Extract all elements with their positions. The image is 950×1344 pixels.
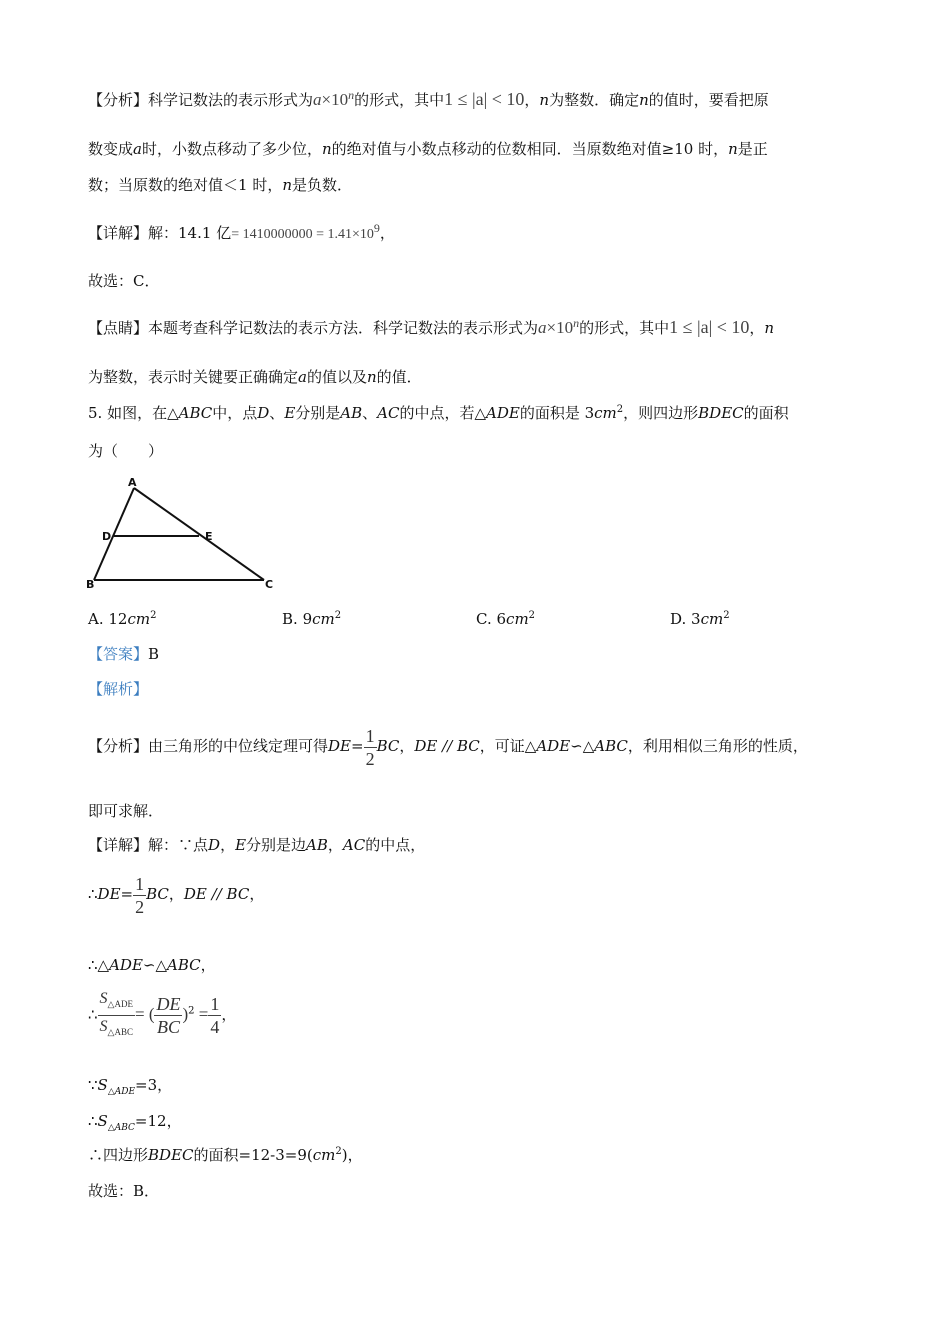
- exponent: 2: [528, 610, 536, 621]
- detail-2-step-6: [88, 1144, 890, 1166]
- side-ab: [94, 488, 134, 580]
- text: = (: [134, 1004, 155, 1024]
- text: 的值时，要看把原: [648, 91, 769, 109]
- detail-tag: 【详解】: [88, 836, 149, 854]
- formula-range: 1 ≤ |a| < 10: [669, 317, 750, 337]
- exponent: 2: [723, 610, 730, 621]
- label-d: D: [102, 530, 112, 543]
- formula-exponent: n: [573, 316, 580, 330]
- analysis-1-line-1: [88, 88, 890, 111]
- var: E: [235, 836, 247, 854]
- comment-line-2: [88, 366, 890, 388]
- text: ，可证△: [479, 737, 537, 755]
- formula-exponent: n: [348, 88, 355, 102]
- text: 解：∵点: [148, 836, 209, 854]
- text: 是正: [737, 140, 768, 158]
- var: BDEC: [148, 1146, 194, 1164]
- text: ∵: [88, 1076, 98, 1094]
- exponent: 2: [334, 610, 342, 621]
- analysis-2-line-1: [88, 722, 890, 770]
- text: ，: [221, 1005, 237, 1024]
- formula-times-ten: ×10: [321, 90, 349, 109]
- side-ac: [134, 488, 264, 580]
- var: ADE: [486, 404, 520, 422]
- var: E: [284, 404, 296, 422]
- text: 的中点，: [365, 836, 426, 854]
- unit: cm: [312, 610, 335, 628]
- option-letter: B.: [282, 610, 298, 628]
- question-5-line-1: [88, 402, 890, 424]
- option-letter: D.: [670, 610, 687, 628]
- area-s: S: [97, 1112, 108, 1130]
- text: ，: [249, 885, 265, 903]
- detail-2-step-2: [88, 954, 890, 976]
- formula: = 1410000000 = 1.41×10: [231, 227, 374, 242]
- text: 的面积是 3: [519, 404, 595, 422]
- text: ∽△: [570, 737, 595, 755]
- text: ，利用相似三角形的性质，: [627, 737, 808, 755]
- text: ，: [327, 836, 343, 854]
- var-n: n: [764, 319, 775, 337]
- label-e: E: [205, 530, 213, 543]
- text: 时，小数点移动了多少位，: [141, 140, 322, 158]
- detail-2-step-3: [88, 988, 890, 1040]
- choose-1: 故选：C．: [88, 272, 160, 290]
- detail-2-step-1: [88, 870, 890, 918]
- text: 的值．: [376, 368, 422, 386]
- question-5-line-2: 为（ ）: [88, 442, 164, 460]
- exponent: 2: [150, 610, 157, 621]
- denominator: 4: [210, 1017, 220, 1038]
- text: 数；当原数的绝对值＜1 时，: [88, 176, 283, 194]
- answer-tag: 【答案】: [88, 645, 149, 663]
- subscript: △ABC: [107, 1123, 135, 1133]
- text: 分别是: [295, 404, 341, 422]
- text: 为整数，表示时关键要正确确定: [88, 368, 299, 386]
- exponent: 2: [335, 1146, 342, 1157]
- detail-2-step-4: [88, 1074, 890, 1103]
- label-c: C: [265, 578, 274, 591]
- var: ABC: [594, 737, 628, 755]
- numerator: 1: [210, 994, 220, 1015]
- var: AB: [306, 836, 328, 854]
- option-d[interactable]: [670, 608, 730, 630]
- option-value: 6: [496, 610, 507, 628]
- var-n: n: [282, 176, 292, 194]
- detail-1: [88, 222, 890, 246]
- option-value: 3: [691, 610, 701, 628]
- text: ，: [220, 836, 236, 854]
- var-a: a: [298, 368, 307, 386]
- analysis-tag: 【分析】: [88, 737, 149, 755]
- text: ，: [524, 91, 540, 109]
- var: AC: [342, 836, 366, 854]
- var-n: n: [321, 140, 332, 158]
- text: ): [182, 1004, 189, 1024]
- var: BC: [146, 885, 169, 903]
- text: 中，点: [212, 404, 258, 422]
- text: ∴四边形: [88, 1146, 149, 1164]
- formula-a: a: [538, 318, 547, 337]
- analysis-1-line-3: [88, 174, 890, 196]
- unit: cm: [312, 1146, 336, 1164]
- var: ADE: [109, 956, 143, 974]
- text: 5. 如图，在△: [88, 404, 179, 422]
- text: 解：14.1 亿: [148, 224, 232, 242]
- option-letter: C.: [476, 610, 492, 628]
- var: DE // BC: [414, 737, 480, 755]
- text: =3，: [135, 1076, 173, 1094]
- unit: cm: [506, 610, 529, 628]
- triangle-figure: [84, 476, 284, 596]
- text: 的面积: [743, 404, 789, 422]
- analysis-1-line-2: [88, 138, 890, 160]
- denominator: 2: [365, 748, 375, 769]
- var: D: [257, 404, 270, 422]
- var-n: n: [366, 368, 377, 386]
- var: BDEC: [698, 404, 744, 422]
- text: 是负数．: [292, 176, 353, 194]
- formula-exponent: 9: [373, 221, 380, 235]
- fraction-half: [133, 873, 146, 918]
- text: =: [198, 1004, 209, 1024]
- text: 的面积=12-3=9(: [193, 1146, 313, 1164]
- unit: cm: [594, 404, 617, 422]
- unit: cm: [700, 610, 724, 628]
- var: AB: [340, 404, 363, 422]
- subscript: △ADE: [107, 1087, 136, 1097]
- numerator: 1: [135, 873, 145, 894]
- label-b: B: [86, 578, 95, 591]
- var: ADE: [536, 737, 571, 755]
- label-a: A: [128, 476, 137, 489]
- var: DE: [97, 885, 121, 903]
- text: ，: [399, 737, 415, 755]
- answer: [88, 643, 890, 665]
- exponent: 2: [188, 1005, 195, 1017]
- text: 的形式，其中: [579, 319, 670, 337]
- text: 科学记数法的表示形式为: [148, 91, 314, 109]
- option-b[interactable]: [282, 608, 341, 630]
- text: ∴△: [88, 956, 110, 974]
- option-c[interactable]: [476, 608, 535, 630]
- var: DE // BC: [183, 885, 250, 903]
- ratio-fraction: [154, 993, 182, 1038]
- area-s: S: [99, 990, 108, 1007]
- var-n: n: [539, 91, 550, 109]
- numerator: DE: [156, 994, 181, 1015]
- var: BC: [376, 737, 400, 755]
- var-n: n: [639, 91, 649, 109]
- detail-tag: 【详解】: [88, 224, 149, 242]
- unit: cm: [127, 610, 151, 628]
- text: 本题考查科学记数法的表示方法．科学记数法的表示形式为: [148, 319, 539, 337]
- option-value: 9: [302, 610, 313, 628]
- comment-tag: 【点睛】: [88, 319, 149, 337]
- text: =: [120, 885, 134, 903]
- text: 为整数．确定: [549, 91, 640, 109]
- fraction-half: [364, 725, 377, 770]
- option-letter: A.: [88, 610, 104, 628]
- formula-range: 1 ≤ |a| < 10: [444, 89, 525, 109]
- area-s: S: [97, 1076, 108, 1094]
- text: ，则四边形: [623, 404, 699, 422]
- text: 的中点，若△: [399, 404, 487, 422]
- explain-tag: 【解析】: [88, 680, 149, 698]
- area-ratio-fraction: [98, 988, 135, 1043]
- denominator: BC: [156, 1017, 180, 1038]
- comment-line-1: [88, 316, 890, 339]
- numerator: 1: [365, 725, 375, 746]
- text: ，: [168, 885, 184, 903]
- text: ，: [200, 956, 216, 974]
- text: ，: [749, 319, 765, 337]
- text: 、: [362, 404, 378, 422]
- option-a[interactable]: [88, 608, 156, 630]
- text: 、: [269, 404, 285, 422]
- var: DE: [328, 737, 352, 755]
- text: =12，: [134, 1112, 182, 1130]
- text: 由三角形的中位线定理可得: [148, 737, 329, 755]
- var-n: n: [728, 140, 738, 158]
- text: 分别是边: [246, 836, 307, 854]
- choose-2: 故选：B．: [88, 1182, 160, 1200]
- text: ∴: [88, 1112, 98, 1130]
- var: D: [208, 836, 221, 854]
- text: =: [351, 737, 364, 755]
- detail-2-line-1: [88, 834, 890, 856]
- text: ∴: [88, 885, 98, 903]
- exponent: 2: [616, 404, 624, 415]
- text: 的绝对值与小数点移动的位数相同．当原数绝对值≥10 时，: [331, 140, 729, 158]
- text: 的形式，其中: [354, 91, 445, 109]
- formula-times-ten: ×10: [546, 318, 574, 337]
- fraction-quarter: [208, 993, 221, 1038]
- var-a: a: [133, 140, 142, 158]
- subscript: △ABC: [107, 1027, 133, 1038]
- var: ABC: [167, 956, 201, 974]
- text: ∽△: [142, 956, 168, 974]
- analysis-tag: 【分析】: [88, 91, 149, 109]
- answer-value: B: [148, 645, 160, 663]
- subscript: △ADE: [107, 999, 133, 1010]
- text: ，: [379, 224, 395, 242]
- var: ABC: [178, 404, 213, 422]
- text: )，: [341, 1146, 363, 1164]
- text: ∴: [88, 1005, 98, 1024]
- var: AC: [377, 404, 400, 422]
- formula-a: a: [313, 90, 322, 109]
- area-s: S: [99, 1018, 108, 1036]
- option-value: 12: [108, 610, 128, 628]
- detail-2-step-5: [88, 1110, 890, 1139]
- analysis-2-line-2: 即可求解．: [88, 802, 164, 820]
- denominator: 2: [135, 896, 145, 917]
- text: 数变成: [88, 140, 134, 158]
- text: 的值以及: [306, 368, 367, 386]
